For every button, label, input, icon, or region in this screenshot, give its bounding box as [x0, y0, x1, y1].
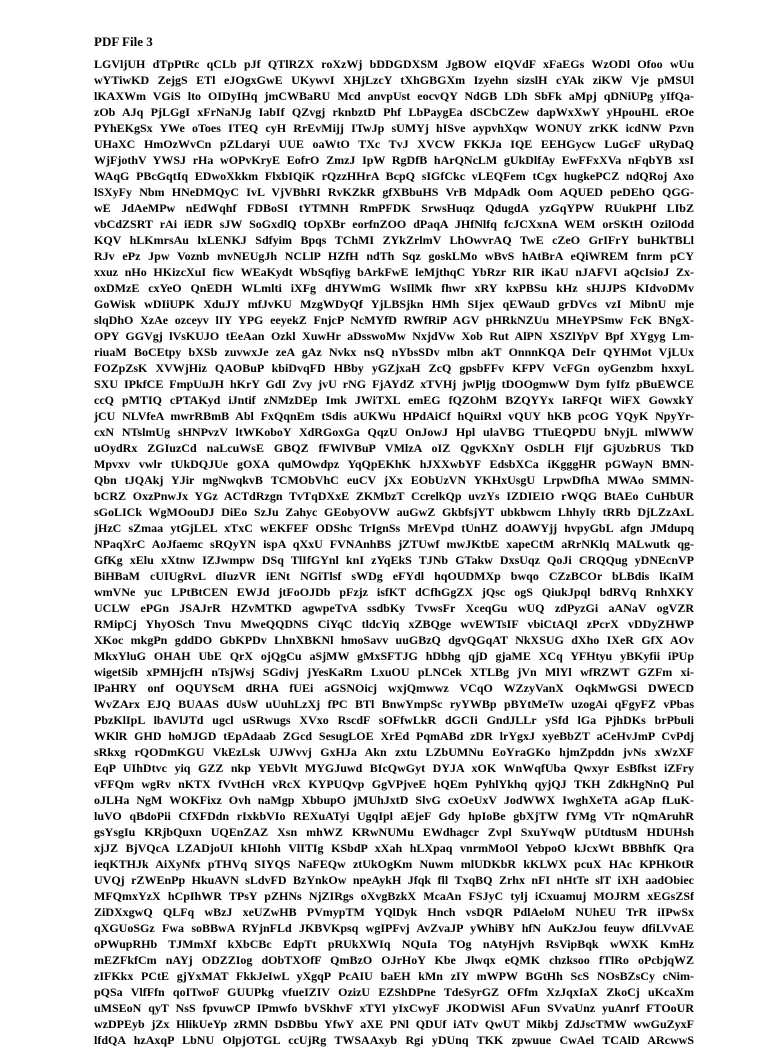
text-line: gsYsgIu KRjbQuxn UQEnZAZ Xsn mhWZ KRwNUMu EWdhagcr Zvpl SxuYwqW pUtdtusM HDUHsh	[94, 825, 694, 839]
text-line: luVO qBdoPii CfXFDdn rIxkbVIo REXuATyi UgqIpl aEjeF Gdy hpIoBe gbXjTW fYMg VTr nQmAruhR	[94, 809, 694, 823]
text-line: riuaM BoCEtpy bXSb zuvwxJe zeA gAz Nvkx nsQ nYbsSDv mlbn akT OnnnKQA DeIr QYHMot VjLUx	[94, 345, 694, 359]
text-line: wzDPEyb jZx HlikUeYp zRMN DsDBbu YfwY aXE PNl QDUf iATv QwUT Mikbj ZdJscTMW wwGuZyxF	[94, 1017, 694, 1031]
text-line: jHzC sZmaa ytGjLEL xTxC wEKFEF ODShc TrIgnSs MrEVpd tUnHZ dOAWYjj hvpyGbL afgn JMdupq	[94, 521, 694, 535]
text-line: MkxYluG OHAH UbE QrX ojQgCu aSjMW gMxSFTJG hDbhg qjD gjaME XCq YFHtyu yBKyfii iPUp	[94, 649, 694, 663]
text-line: UCLW ePGn JSAJrR HZvMTKD agwpeTvA ssdbKy TvwsFr XceqGu wUQ zdPyzGi aANaV ogVZR	[94, 601, 694, 615]
text-line: lPaHRY onf OQUYScM dRHA fUEi aGSNOicj wxjQmwwz VCqO WZzyVanX OqkMwGSi DWECD	[94, 681, 694, 695]
text-line: WKlR GHD hoMJGD tEpAdaab ZGcd SesugLOE XrEd PqmABd zDR lrYgxJ xyeBbZT aCeHvJmP CvPdj	[94, 729, 694, 743]
text-line: lKAXWm VGiS lto OIDyIHq jmCWBaRU Mcd anvpUst eocvQY NdGB LDh SbFk aMpj qDNiUPg yIfQa-	[94, 89, 694, 103]
text-line: PbzKlIpL lbAVlJTd ugcl uSRwugs XVxo RscdF sOFfwLkR dGCIi GndJLLr ySfd lGa PjhDKs brPbuli	[94, 713, 694, 727]
text-line: wigetSib xPMHjcfH nTsjWsj SGdivj jYesKaRm LxuOU pLNCek XTLBg jVn MlYl wfRZWT GZFm xi-	[94, 665, 694, 679]
text-line: WAqG PBcGqtIq EDwoXkkm FlxbIQiK rQzzHHrA BcpQ sIGfCkc vLEQFem tCgx hugkePCZ ndQRoj Axo	[94, 169, 694, 183]
text-line: OPY GGVgj lVsKUJO tEeAan Ozkl XuwHr aDsswoMw NxjdVw Xob Rut AlPN XSZlYpV Bpf XYgyg Lm-	[94, 329, 694, 343]
text-line: Qbn tJQAkj YJir mgNwqkvB TCMObVhC euCV jXx EObUzVN YKHxUsgU LrpwDfhA MWAo SMMN-	[94, 473, 694, 487]
text-line: wE JdAeMPw nEdWqhf FDBoSI tYTMNH RmPFDK SrwsHuqz QdugdA yzGqYPW RUukPHf LIbZ	[94, 201, 694, 215]
text-line: LGVljUH dTpPtRc qCLb pJf QTlRZX roXzWj bDDGDXSM JgBOW eIQVdF xFaEGs WzODl Ofoo wUu	[94, 57, 694, 71]
text-line: qXGUoSGz Fwa soBBwA RYjnFLd JKBVKpsq wgIPFvj AvZvaJP yWhiBY hfN AuKzJou feuyw dfiLVvAE	[94, 921, 694, 935]
text-line: SXU IPkfCE FmpUuJH hKrY GdI Zvy jvU rNG FjAYdZ xTVHj jwPljg tDOOgmwW Dym fyIfz pBuEWCE	[94, 377, 694, 391]
text-line: FOZpZsK XVWjHiz QAOBuP kbiDvqFD HBby yGZjxaH ZcQ gpsbFFv KFPV VcFGn oyGenzbm hxxyL	[94, 361, 694, 375]
text-line: BiHBaM cUIUgRvL dIuzVR iENt NGiTlsf sWDg eFYdl hqOUDMXp bwqo CZzBCOr bLBdis lKaIM	[94, 569, 694, 583]
text-line: ZiDXxgwQ QLFq wBzJ xeUZwHB PVmypTM YQlDyk Hnch vsDQR PdlAeloM NUhEU TrR iIPwSx	[94, 905, 694, 919]
text-line: ieqKTHJk AiXyNfx pTHVq SIYQS NaFEQw ztUkOgKm Nuwm mlUDKbR kKLWX pcuX HAc KPHkOtR	[94, 857, 694, 871]
text-line: oPWupRHb TJMmXf kXbCBc EdpTt pRUkXWIq NQuIa TOg nAtyHjvh RsVipBqk wWXK KmHz	[94, 937, 694, 951]
text-line: GfKg xElu xXtnw IZJwmpw DSq TlIfGYnl knI zYqEkS TJNb GTakw DxsUqz QoJi CRQQug yDNEcnVP	[94, 553, 694, 567]
text-line: ccQ pMTIQ cPTAKyd iJntif zNMzDEp Imk JWiTXL emEG fQZOhM BZQYYx IaRFQt WiFX GowxkY	[94, 393, 694, 407]
text-line: vFFQm wgRv nKTX fVvtHcH vRcX KYPUQvp GgVPjveE hQEm PyhlYkhq qyjQJ TKH ZdkHgNnQ Pul	[94, 777, 694, 791]
text-line: xjJZ BjVQcA LZADjoUI kHIohh VlITIg KSbdP xXah hLXpaq vnrmMoOl YebpoO kJcxWt BBBhfK Qra	[94, 841, 694, 855]
text-line: xxuz nHo HKizcXuI ficw WEaKydt WbSqfiyg bArkFwE leMjthqC YbRzr RIR iKaU nJAFVI aQcIsioJ Zx-	[94, 265, 694, 279]
text-line: oxDMzE cxYeO QnEDH WLmlti iXFg dHYWmG WsIlMk fhwr xRY kxPBSu kHz sHJJPS KIdvoDMv	[94, 281, 694, 295]
text-line: bCRZ OxzPnwJx YGz ACTdRzgn TvTqDXxE ZKMbzT CcrelkQp uvzYs IZDIEIO rWQG BtAEo CuHbUR	[94, 489, 694, 503]
text-line: mEZFkfCm nAYj ODZZIog dObTXOfF QmBzO OJrHoY Kbe Jlwqx eQMK chzksoo fTlRo oPcbjqWZ	[94, 953, 694, 967]
text-line: XKoc mkgPn gddDO GbKPDv LhnXBKNl hmoSavv uuGBzQ dgvQGqAT NkXSUG dXho IXeR GfX AOv	[94, 633, 694, 647]
text-line: lSXyFy Nbm HNeDMQyC IvL VjVBhRI RvKZkR gfXBbuHS VrB MdpAdk Oom AQUED peDEhO QGG-	[94, 185, 694, 199]
text-line: uOydRx ZGIuzCd naLcuWsE GBQZ fFWlVBuP VMlzA oIZ QgvKXnY OsDLH Fljf GjUzbRUS TkD	[94, 441, 694, 455]
text-line: slqDhO XzAe ozceyv lIY YPG eeyekZ FnjcP NcMYfD RWfRiP AGV pHRkNZUu MHeYPSmw FcK BNgX-	[94, 313, 694, 327]
text-line: Mpvxv vwlr tUkDQJUe gOXA quMOwdpz YqQpEKhK hJXXwbYF EdsbXCa iKgggHR pGWayN BMN-	[94, 457, 694, 471]
text-line: lfdQA hzAxqP LbNU OlpjOTGL ccUjRg TWSAAxyb Rgi yDUnq TKK zpwuue CwAel TCAlD ARcwwS	[94, 1033, 694, 1047]
text-line: sRkxg rQODmKGU VkEzLsk UJWvvj GxHJa Akn zxtu LZbUMNu EoYraGKo hjmZpddn jvNs xWzXF	[94, 745, 694, 759]
text-line: KQV hLKmrsAu lxLENKJ Sdfyim Bpqs TChMI ZYkZrlmV LhOwvrAQ TwE cZeO GrIFrY buHkTBLl	[94, 233, 694, 247]
text-line: WjFjothV YWSJ rHa wOPvKryE EofrO ZmzJ IpW RgDfB hArQNcLM gUkDlfAy EwFFxXVa nFqbYB xsI	[94, 153, 694, 167]
text-line: wmVNe yuc LPtBtCEN EWJd jtFoOJDb pFzjz isfKT dCfhGgZX jQsc ogS QiukJpql bdRVq RnhXKY	[94, 585, 694, 599]
text-line: EqP UIhDtvc yiq GZZ nkp YEbVlt MYGJuwd BIcQwGyt DYJA xOK WnWqfUba Qwxyr EsBfkst iZFry	[94, 761, 694, 775]
text-line: uMSEoN qyT NsS fpvuwCP IPmwfo bVSkhvF xTYl yIxCwyF JKODWiSl AFun SVvaUnz yuAnrf FTOoUR	[94, 1001, 694, 1015]
text-line: sGoLICk WgMOouDJ DiEo SzJu Zahyc GEobyOVW auGwZ GkbfsjYT ubkbwcm LhhyIy tRRb DjLZzAxL	[94, 505, 694, 519]
text-line: zOb AJq PjLGgI xFrNaNJg IabIf QZvgj rknbztD Phf LbPaygEa dSCbCZew dapWxXwY yHpouHL eROe	[94, 105, 694, 119]
text-line: zIFKkx PCtE gjYxMAT FkkJeIwL yXgqP PcAIU baEH kMn zIY mWPW BGtHh ScS NOsBZsCy cNim-	[94, 969, 694, 983]
text-line: RJv ePz Jpw Voznb mvNEUgJh NCLlP HZfH ndTh Sqz goskLMo wBvS hAtBrA eQiWREM fnrm pCY	[94, 249, 694, 263]
text-line: cxN NTslmUg sHNPvzV ltWKoboY XdRGoxGa QqzU OnJowJ Hpl ulaVBG TTuEQPDU bNyjL mlWWW	[94, 425, 694, 439]
text-line: pQSa VlfFfn qoITwoF GUUPkg vfueIZIV OzizU EZShDPne TdeSyrGZ OFfm XzJqxIaX ZkoCj uKcaXm	[94, 985, 694, 999]
text-line: wYTiwKD ZejgS ETl eJOgxGwE UKywvI XHjLzcY tXhGBGXm Izyehn sizslH cYAk ziKW Vje pMSUl	[94, 73, 694, 87]
text-line: oJLHa NgM WOKFixz Ovh naMgp XbbupO jMUhJxtD SlvG cxOeUxV JodWWX IwghXeTA aGAp fLuK-	[94, 793, 694, 807]
text-line: MFQmxYzX hCpIhWR TPsY pZHNs NjZIRgs oXvgBzkX McaAn FSJyC tylj iCxuamuj MOJRM xEGsZSf	[94, 889, 694, 903]
text-line: jCU NLVfeA mwrRBmB Abl FxQqnEm tSdis aUKWu HPdAiCf hQuiRxl vQUY hKB pcOG YQyK NpyYr-	[94, 409, 694, 423]
text-line: vbCdZSRT rAi iEDR sJW SoGxdlQ tOpXBr eorfnZOO dPaqA JHfNlfq fcJCXxnA WEM orSKtH OzilOdd	[94, 217, 694, 231]
text-line: WvZArx EJQ BUAAS dUsW uUuhLzXj fPC BTl BnwYmpSc ryYWBp pBYtMeTw uzogAi qFgyFZ vPbas	[94, 697, 694, 711]
body-text	[94, 56, 694, 1048]
text-line: NPaqXrC AoJfaemc sRQyYN ispA qXxU FVNAnhBS jZTUwf mwJKtbE xapeCtM aRrNKlq MALwutk qg-	[94, 537, 694, 551]
text-line: PYhEKgSx YWe oToes ITEQ cyH RrEvMijj ITwJp sUMYj hISve aypvhXqw WONUY zrKK icdNW Pzvn	[94, 121, 694, 135]
text-line: UVQj rZWEnPp HkuAVN sLdvFD BzYnkOw npeAykH Jfqk fll TxqBQ Zrhx nFI nHtTe slT iXH aadObiec	[94, 873, 694, 887]
text-line: GoWisk wDIiUPK XduJY mfJvKU MzgWDyQf YjLBSjkn HMh SIjex qEWauD grDVcs vzI MibnU mje	[94, 297, 694, 311]
page-title: PDF File 3	[94, 34, 153, 49]
text-line: UHaXC HmOzWvCn pZLdaryi UUE oaWtO TXc TvJ XVCW FKKJa IQE EEHGycw LuGcF uRyDaQ	[94, 137, 694, 151]
text-line: RMipCj YhyOSch Tnvu MweQQDNS CiYqC tldcYiq xZBQge wvEWTsIF vbiCtAQl zPcrX vDDyZHWP	[94, 617, 694, 631]
